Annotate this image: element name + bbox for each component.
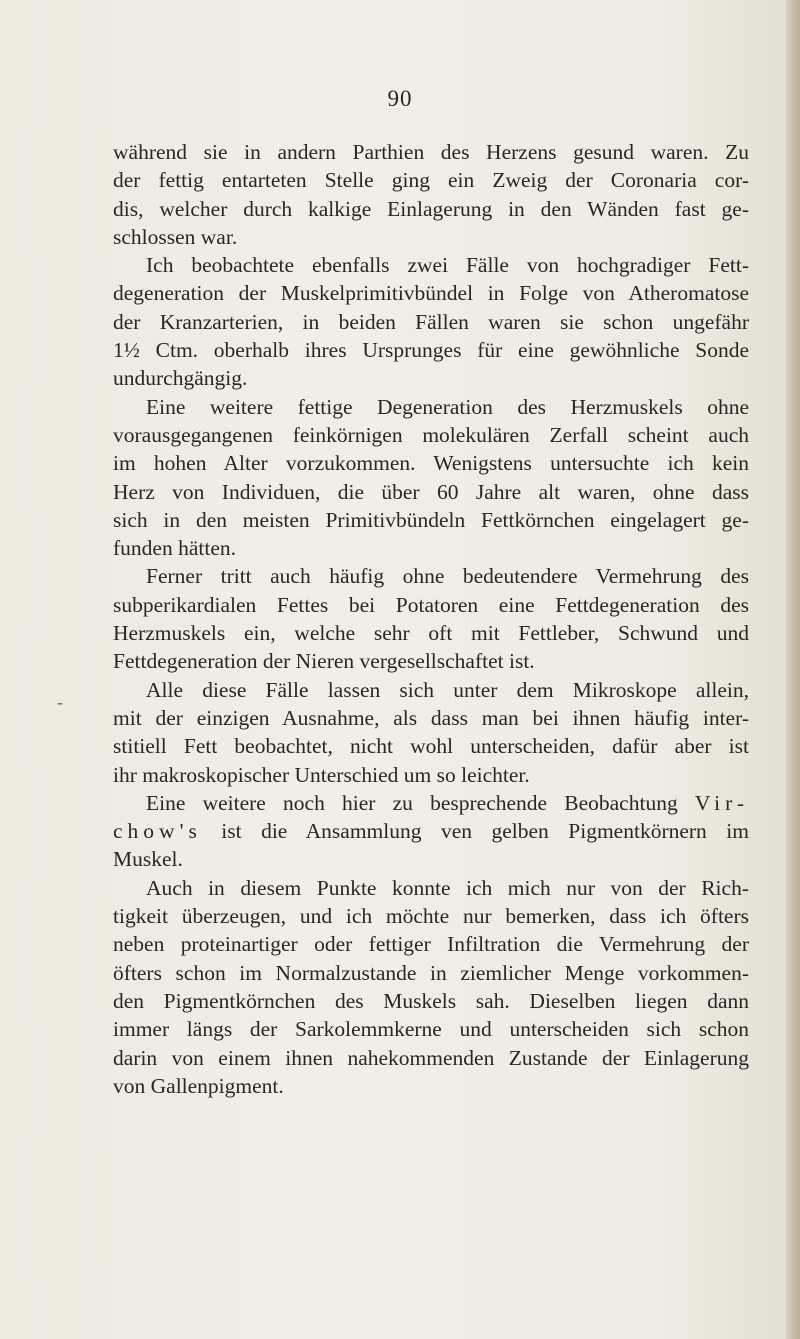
- page-edge: [786, 0, 800, 1339]
- line-text: Ferner tritt auch häufig ohne bedeutendere Vermehrung des: [146, 564, 749, 589]
- text-line: [113, 676, 749, 704]
- text-line: [113, 506, 749, 534]
- line-text: öfters schon im Normalzustande in ziemlicher Menge vorkommen-: [113, 960, 749, 985]
- text-line: [113, 761, 749, 789]
- text-line: [113, 732, 749, 760]
- text-line: [113, 874, 749, 902]
- text-line: [113, 845, 749, 873]
- line-text: Eine weitere fettige Degeneration des Herzmuskels ohne: [146, 394, 749, 419]
- text-line: [113, 138, 749, 166]
- line-text: Herzmuskels ein, welche sehr oft mit Fettleber, Schwund und: [113, 621, 749, 646]
- line-text: stitiell Fett beobachtet, nicht wohl unterscheiden, dafür aber ist: [113, 734, 749, 759]
- spaced-name: Vir-: [694, 790, 749, 815]
- line-text: subperikardialen Fettes bei Potatoren eine Fettdegeneration des: [113, 592, 749, 617]
- text-line: [113, 704, 749, 732]
- line-text: 1½ Ctm. oberhalb ihres Ursprunges für eine gewöhnliche Sonde: [113, 338, 749, 363]
- line-text: neben proteinartiger oder fettiger Infiltration die Vermehrung der: [113, 932, 749, 957]
- line-text: darin von einem ihnen nahekommenden Zustande der Einlagerung: [113, 1045, 749, 1070]
- text-line: [113, 449, 749, 477]
- text-line: [113, 393, 749, 421]
- line-text: Auch in diesem Punkte konnte ich mich nur von der Rich-: [146, 875, 749, 900]
- text-line: [113, 364, 749, 392]
- line-text: sich in den meisten Primitivbündeln Fettkörnchen eingelagert ge-: [113, 507, 749, 532]
- line-text: mit der einzigen Ausnahme, als dass man bei ihnen häufig inter-: [113, 705, 749, 730]
- spaced-name: chow's: [113, 819, 202, 844]
- line-text: den Pigmentkörnchen des Muskels sah. Dieselben liegen dann: [113, 988, 749, 1013]
- text-line: [113, 902, 749, 930]
- text-line: [113, 421, 749, 449]
- text-line: [113, 1072, 749, 1100]
- text-line: [113, 1044, 749, 1072]
- margin-mark: -: [57, 692, 63, 712]
- line-text: während sie in andern Parthien des Herzens gesund waren. Zu: [113, 140, 749, 164]
- line-text: schlossen war.: [113, 224, 238, 249]
- line-text: der Kranzarterien, in beiden Fällen waren sie schon ungefähr: [113, 309, 749, 334]
- line-text: Muskel.: [113, 847, 183, 872]
- text-line: [113, 959, 749, 987]
- text-line: [113, 619, 749, 647]
- text-line: [113, 534, 749, 562]
- line-text: Ich beobachtete ebenfalls zwei Fälle von hochgradiger Fett-: [146, 253, 749, 278]
- body-text: [113, 138, 749, 1100]
- line-text: der fettig entarteten Stelle ging ein Zweig der Coronaria cor-: [113, 168, 749, 193]
- text-line: [113, 817, 749, 845]
- line-text: Fettdegeneration der Nieren vergesellschaftet ist.: [113, 649, 535, 674]
- line-text: Eine weitere noch hier zu besprechende Beobachtung: [146, 790, 678, 815]
- line-text: im hohen Alter vorzukommen. Wenigstens untersuchte ich kein: [113, 451, 749, 476]
- text-line: [113, 930, 749, 958]
- text-line: [113, 308, 749, 336]
- text-line: [113, 591, 749, 619]
- line-text: degeneration der Muskelprimitivbündel in Folge von Atheromatose: [113, 281, 749, 306]
- line-text: Herz von Individuen, die über 60 Jahre alt waren, ohne dass: [113, 479, 749, 504]
- text-line: [113, 251, 749, 279]
- text-line: [113, 279, 749, 307]
- line-text: von Gallenpigment.: [113, 1073, 284, 1098]
- line-text: ihr makroskopischer Unterschied um so leichter.: [113, 762, 530, 787]
- line-text: undurchgängig.: [113, 366, 248, 391]
- line-text: vorausgegangenen feinkörnigen molekulären Zerfall scheint auch: [113, 422, 749, 447]
- line-text: immer längs der Sarkolemmkerne und unterscheiden sich schon: [113, 1017, 749, 1042]
- line-text: dis, welcher durch kalkige Einlagerung in den Wänden fast ge-: [113, 196, 749, 221]
- line-text: Alle diese Fälle lassen sich unter dem Mikroskope allein,: [146, 677, 749, 702]
- text-line: [113, 647, 749, 675]
- text-line: [113, 478, 749, 506]
- text-line: [113, 336, 749, 364]
- line-text: tigkeit überzeugen, und ich möchte nur bemerken, dass ich öfters: [113, 904, 749, 929]
- text-line: [113, 166, 749, 194]
- text-line: [113, 987, 749, 1015]
- text-line: [113, 1015, 749, 1043]
- text-line: [113, 562, 749, 590]
- page-number: 90: [387, 86, 413, 111]
- line-text: funden hätten.: [113, 536, 236, 561]
- text-line: [113, 195, 749, 223]
- text-line: [113, 789, 749, 817]
- text-line: [113, 223, 749, 251]
- line-text: ist die Ansammlung ven gelben Pigmentkörnern im: [201, 819, 749, 844]
